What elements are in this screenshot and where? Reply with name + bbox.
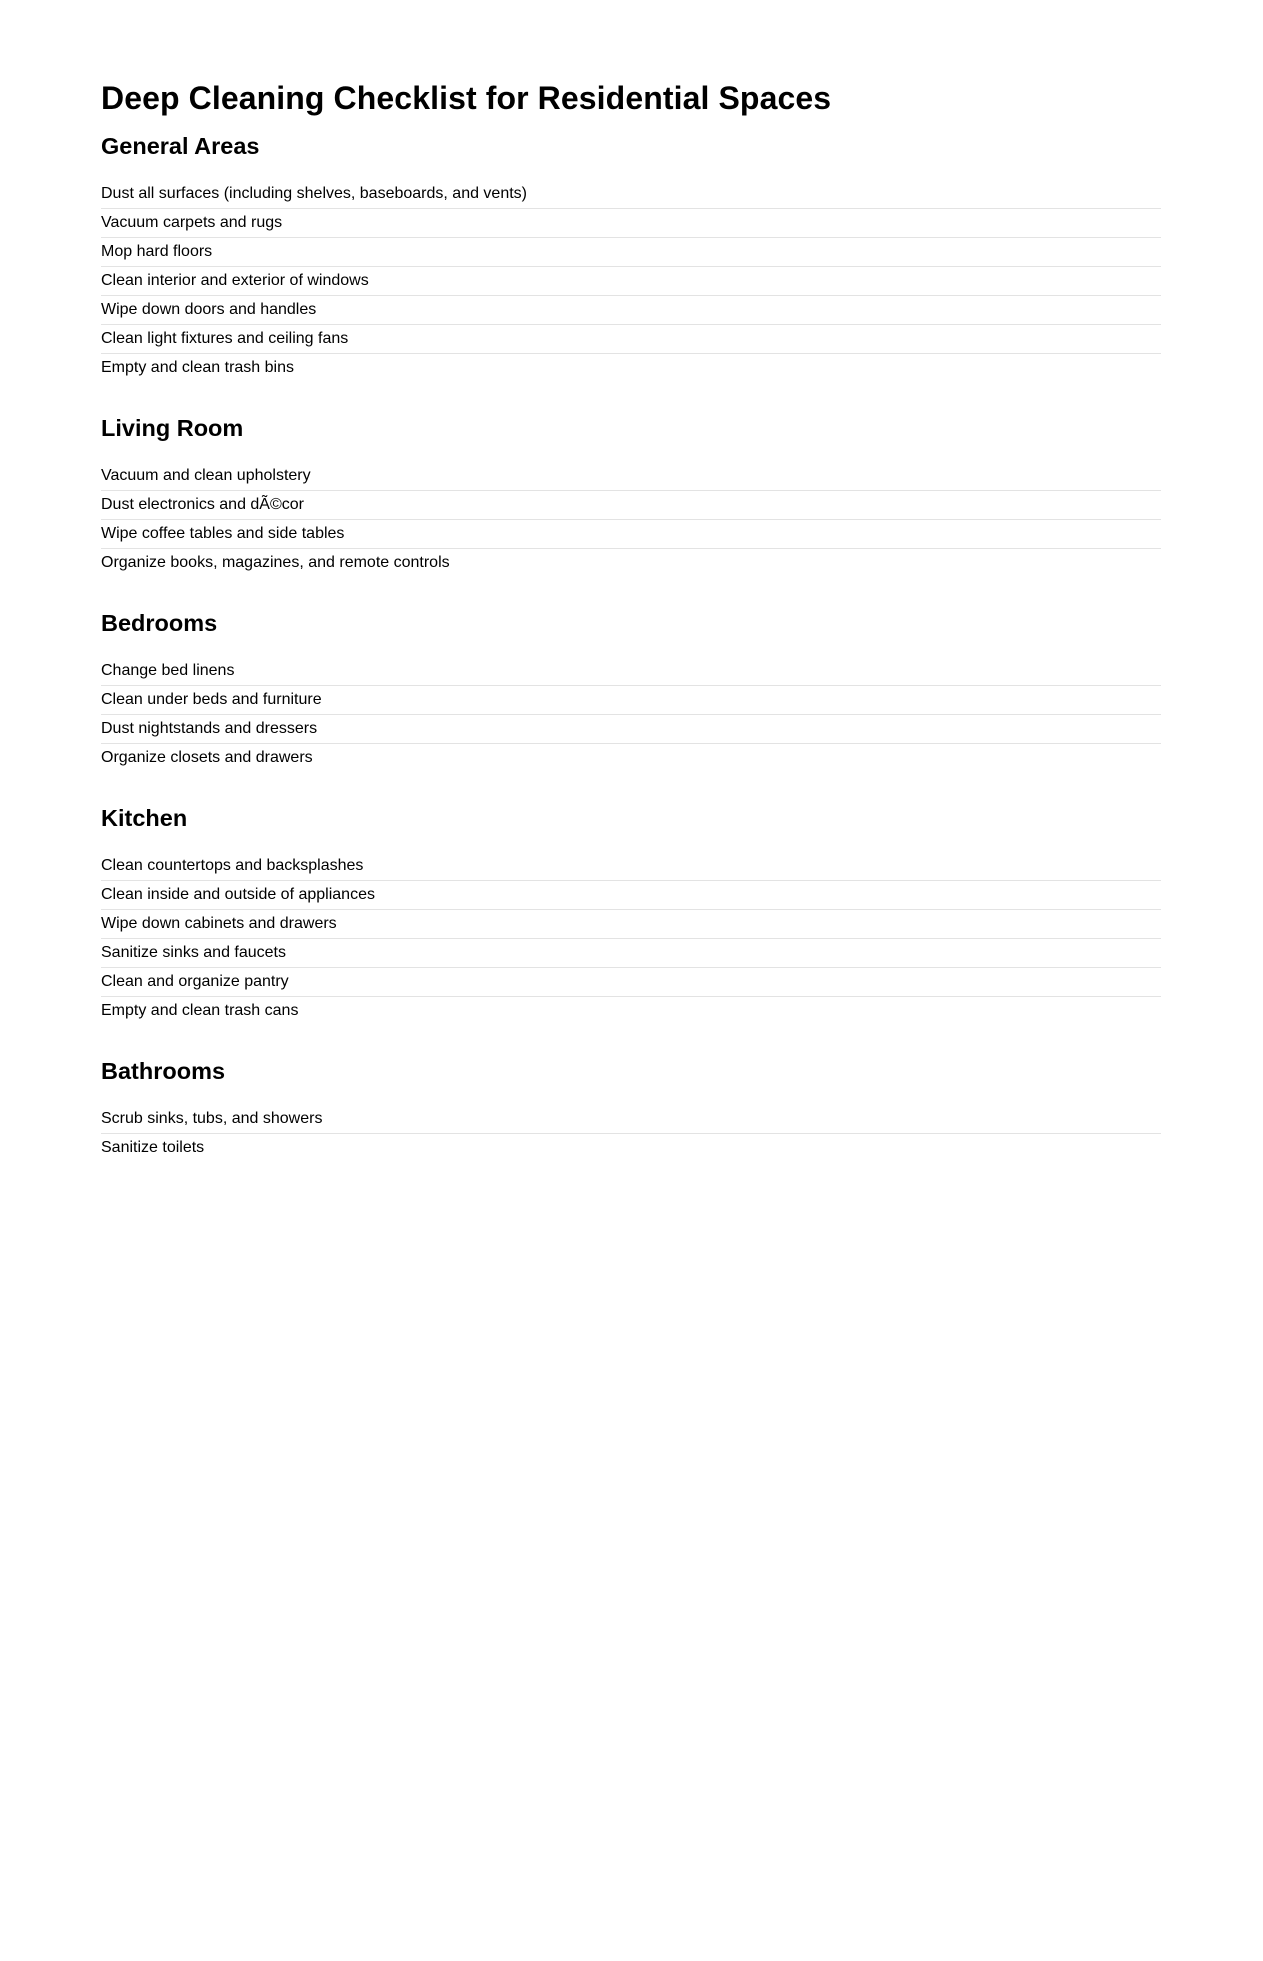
section-heading: Living Room xyxy=(101,415,244,441)
checklist xyxy=(101,180,1161,382)
checklist-item: Organize books, magazines, and remote controls xyxy=(101,554,450,571)
checklist-item: Empty and clean trash cans xyxy=(101,1002,299,1019)
checklist-item: Mop hard floors xyxy=(101,238,1161,267)
checklist-item: Clean under beds and furniture xyxy=(101,686,1161,715)
checklist-item: Vacuum carpets and rugs xyxy=(101,209,1161,238)
checklist-item: Clean and organize pantry xyxy=(101,968,1161,997)
section-heading: Bedrooms xyxy=(101,610,218,636)
checklist-item: Sanitize toilets xyxy=(101,1139,205,1156)
checklist-item: Wipe down doors and handles xyxy=(101,296,1161,325)
checklist-item: Clean interior and exterior of windows xyxy=(101,267,1161,296)
checklist-item: Empty and clean trash bins xyxy=(101,359,294,376)
checklist-item: Wipe down cabinets and drawers xyxy=(101,910,1161,939)
checklist-item: Wipe coffee tables and side tables xyxy=(101,520,1161,549)
checklist-item: Clean countertops and backsplashes xyxy=(101,852,1161,881)
checklist-item: Sanitize sinks and faucets xyxy=(101,939,1161,968)
checklist-item: Clean inside and outside of appliances xyxy=(101,881,1161,910)
checklist-item: Dust all surfaces (including shelves, baseboards, and vents) xyxy=(101,180,1161,209)
checklist-item: Change bed linens xyxy=(101,657,1161,686)
section-bathrooms xyxy=(101,1055,1161,1162)
section-kitchen xyxy=(101,802,1161,1025)
section-bedrooms xyxy=(101,607,1161,772)
checklist xyxy=(101,852,1161,1025)
section-heading: Kitchen xyxy=(101,805,188,831)
section-general-areas xyxy=(101,130,1161,382)
checklist-item: Dust electronics and dÃ©cor xyxy=(101,491,1161,520)
checklist-item: Vacuum and clean upholstery xyxy=(101,462,1161,491)
checklist-item: Scrub sinks, tubs, and showers xyxy=(101,1105,1161,1134)
checklist-item: Clean light fixtures and ceiling fans xyxy=(101,325,1161,354)
checklist-item: Organize closets and drawers xyxy=(101,749,313,766)
section-heading: General Areas xyxy=(101,133,260,159)
section-heading: Bathrooms xyxy=(101,1058,226,1084)
checklist xyxy=(101,462,1161,577)
checklist-item: Dust nightstands and dressers xyxy=(101,715,1161,744)
page-title: Deep Cleaning Checklist for Residential Spaces xyxy=(101,80,832,116)
checklist xyxy=(101,1105,1161,1162)
section-living-room xyxy=(101,412,1161,577)
checklist xyxy=(101,657,1161,772)
